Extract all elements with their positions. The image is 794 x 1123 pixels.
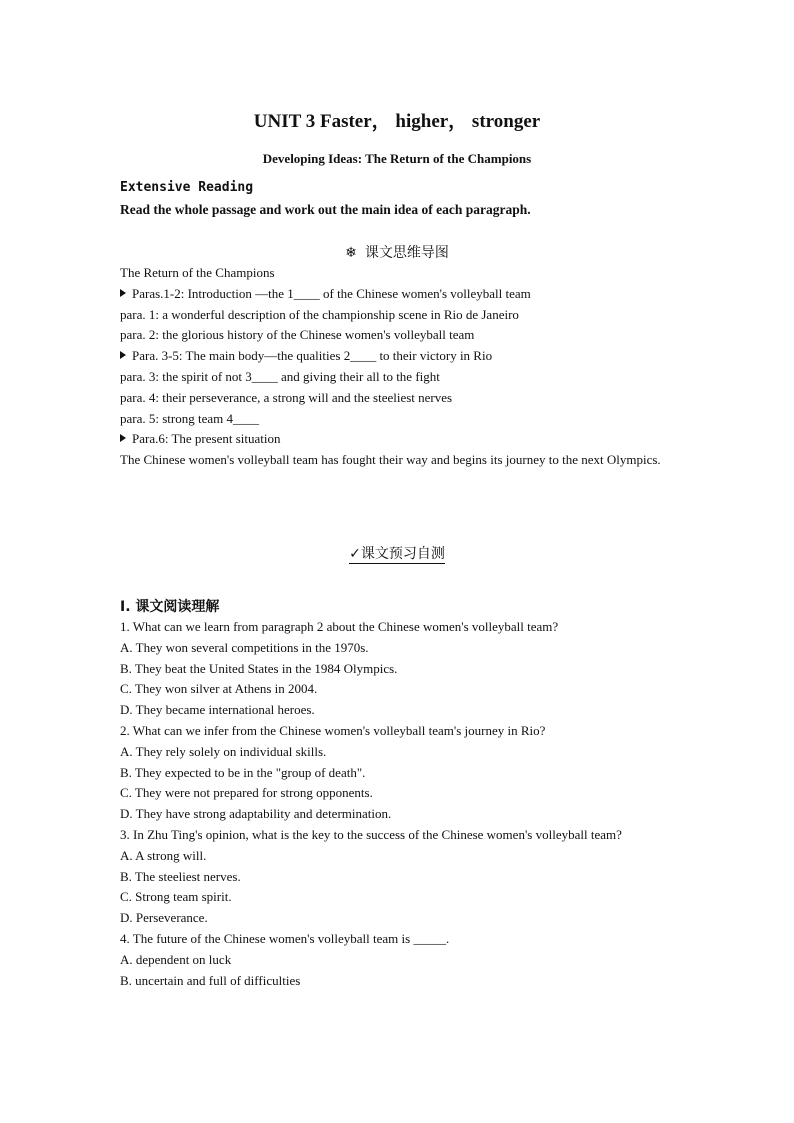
unit-title: UNIT 3 Faster， higher， stronger [253,111,541,132]
extensive-reading-heading: Extensive Reading [120,180,254,195]
outline-line: para. 5: strong team 4____ [120,410,259,426]
answer-option: C. They were not prepared for strong opponents. [120,785,373,801]
question-text: 4. The future of the Chinese women's volleyball team is _____. [120,930,450,946]
check-icon: ✓ [349,546,361,562]
outline-line: para. 3: the spirit of not 3____ and giving their all to the fight [120,368,440,384]
answer-option: B. uncertain and full of difficulties [120,972,301,988]
outline-line: Paras.1-2: Introduction —the 1____ of the Chinese women's volleyball team [120,284,674,305]
preview-title: 课文预习自测 [360,546,445,562]
lesson-subtitle: Developing Ideas: The Return of the Champions [262,151,532,166]
outline-closing: The Chinese women's volleyball team has fought their way and begins its journey to the next Olympics. [120,452,661,468]
reading-instruction: Read the whole passage and work out the main idea of each paragraph. [120,202,531,217]
answer-option: B. They beat the United States in the 1984 Olympics. [120,660,398,676]
answer-option: B. They expected to be in the "group of death". [120,764,366,780]
question-list [120,617,674,991]
mindmap-heading [0,242,794,262]
outline-line: para. 4: their perseverance, a strong will and the steeliest nerves [120,389,453,405]
outline-line: Para.6: The present situation [120,429,674,450]
outline-line: Para. 3-5: The main body—the qualities 2____ to their victory in Rio [120,346,674,367]
answer-option: D. They have strong adaptability and determination. [120,806,392,822]
question-text: 3. In Zhu Ting's opinion, what is the key to the success of the Chinese women's volleyball team? [120,826,622,842]
answer-option: C. They won silver at Athens in 2004. [120,681,318,697]
triangle-bullet-icon [120,289,126,297]
triangle-bullet-icon [120,434,126,442]
answer-option: A. They rely solely on individual skills. [120,743,327,759]
answer-option: A. A strong will. [120,847,207,863]
outline-line: para. 2: the glorious history of the Chinese women's volleyball team [120,327,475,343]
snowflake-icon: ❄ [345,245,357,261]
outline-line: The Return of the Champions [120,265,275,280]
section-heading: I. 课文阅读理解 [120,599,220,615]
outline-line: para. 1: a wonderful description of the championship scene in Rio de Janeiro [120,306,519,322]
question-text: 1. What can we learn from paragraph 2 about the Chinese women's volleyball team? [120,619,559,634]
preview-heading [0,543,794,563]
answer-option: A. dependent on luck [120,951,232,967]
answer-option: D. They became international heroes. [120,702,315,718]
answer-option: C. Strong team spirit. [120,889,232,905]
answer-option: B. The steeliest nerves. [120,868,241,884]
triangle-bullet-icon [120,351,126,359]
answer-option: D. Perseverance. [120,910,208,926]
answer-option: A. They won several competitions in the 1970s. [120,639,369,655]
mindmap-outline [120,263,674,471]
question-text: 2. What can we infer from the Chinese women's volleyball team's journey in Rio? [120,722,546,738]
mindmap-title-text: 课文思维导图 [364,245,449,261]
